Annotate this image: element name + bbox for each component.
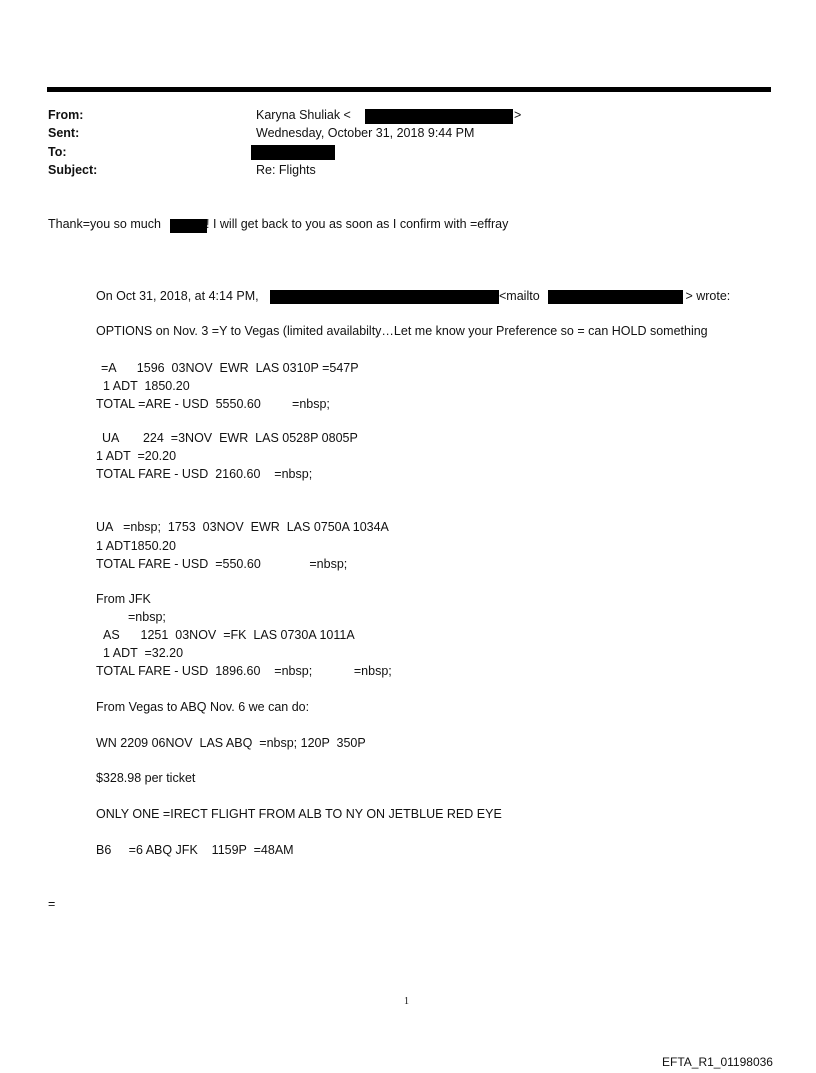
- quoted-mailto: <mailto: [499, 289, 540, 303]
- flight-line: AS 1251 03NOV =FK LAS 0730A 1011A: [103, 628, 355, 642]
- fare-line: 1 ADT1850.20: [96, 539, 176, 553]
- total-line: TOTAL FARE - USD =550.60 =nbsp;: [96, 557, 348, 571]
- fare-line: 1 ADT =32.20: [103, 646, 184, 660]
- price-line: $328.98 per ticket: [96, 771, 196, 785]
- fare-line: 1 ADT =20.20: [96, 449, 177, 463]
- redaction-box: [251, 145, 335, 160]
- bates-number: EFTA_R1_01198036: [662, 1055, 773, 1069]
- reply-text-start: Thank=you so much: [48, 217, 165, 231]
- options-line: OPTIONS on Nov. 3 =Y to Vegas (limited availabilty…Let me know your Preference so = can HOLD something: [96, 324, 708, 338]
- flight-line: =A 1596 03NOV EWR LAS 0310P =547P: [101, 361, 359, 375]
- quoted-intro: On Oct 31, 2018, at 4:14 PM,: [96, 289, 259, 303]
- total-line: TOTAL FARE - USD 2160.60 =nbsp;: [96, 467, 313, 481]
- nbsp-line: =nbsp;: [128, 610, 166, 624]
- redaction-box: [270, 290, 499, 304]
- sent-value: Wednesday, October 31, 2018 9:44 PM: [256, 126, 475, 140]
- from-jfk-line: From JFK: [96, 592, 151, 606]
- redaction-box: [548, 290, 683, 304]
- from-value: Karyna Shuliak <: [256, 108, 351, 122]
- from-close-bracket: >: [514, 108, 522, 122]
- flight-line: UA 224 =3NOV EWR LAS 0528P 0805P: [102, 431, 358, 445]
- trailing-equals: =: [48, 897, 56, 911]
- quoted-wrote: > wrote:: [682, 289, 731, 303]
- page-number: 1: [404, 996, 409, 1007]
- total-line: TOTAL =ARE - USD 5550.60 =nbsp;: [96, 397, 330, 411]
- subject-label: Subject:: [48, 163, 98, 177]
- flight-line: B6 =6 ABQ JFK 1159P =48AM: [96, 843, 294, 857]
- fare-line: 1 ADT 1850.20: [103, 379, 190, 393]
- redaction-box: [170, 219, 207, 233]
- vegas-abq-line: From Vegas to ABQ Nov. 6 we can do:: [96, 700, 310, 714]
- sent-label: Sent:: [48, 126, 80, 140]
- header-rule: [47, 87, 771, 92]
- redaction-box: [365, 109, 513, 124]
- reply-text-end: ! I will get back to you as soon as I confirm with =effray: [206, 217, 509, 231]
- from-label: From:: [48, 108, 84, 122]
- note-line: ONLY ONE =IRECT FLIGHT FROM ALB TO NY ON JETBLUE RED EYE: [96, 807, 502, 821]
- to-label: To:: [48, 145, 67, 159]
- flight-line: UA =nbsp; 1753 03NOV EWR LAS 0750A 1034A: [96, 520, 389, 534]
- total-line: TOTAL FARE - USD 1896.60 =nbsp; =nbsp;: [96, 664, 392, 678]
- subject-value: Re: Flights: [256, 163, 316, 177]
- flight-line: WN 2209 06NOV LAS ABQ =nbsp; 120P 350P: [96, 736, 366, 750]
